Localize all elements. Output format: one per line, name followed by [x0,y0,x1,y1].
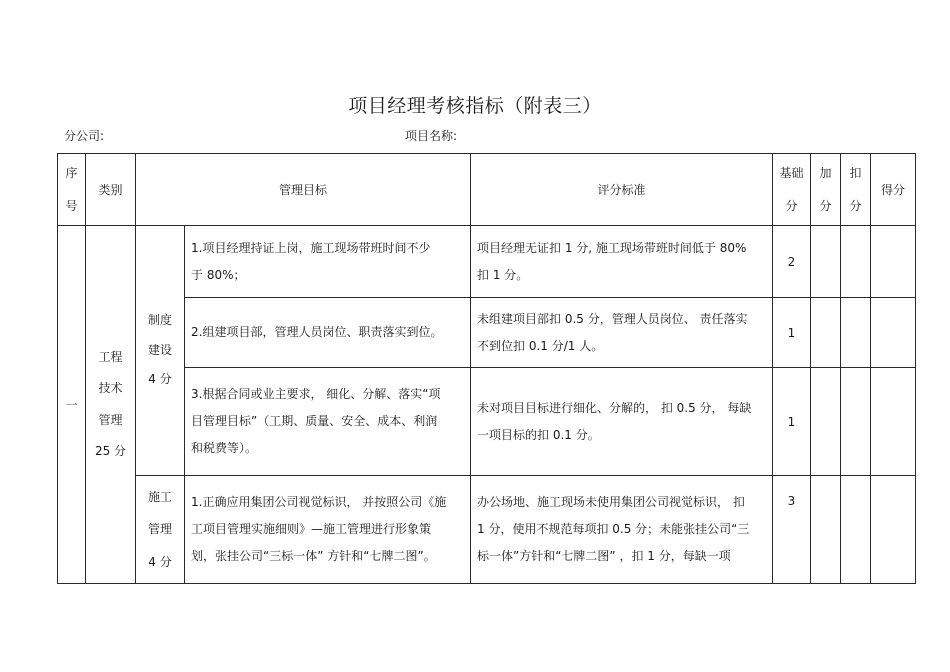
group-name-line: 管理 [147,522,172,537]
deduct-score-cell [841,226,871,298]
header-seq [58,154,86,226]
final-score-cell [871,226,916,298]
header-add-score [811,154,841,226]
section-category-line: 25 分 [94,443,127,458]
add-score-cell [811,298,841,368]
section-category-line: 技术 [98,381,123,396]
criteria-line: 未对项目目标进行细化、分解的， 扣 0.5 分， 每缺 [477,400,752,415]
header-deduct-line: 分 [849,198,862,213]
goal-line: 于 80%； [191,267,246,282]
section-category-line: 管理 [98,412,123,427]
goal-cell [185,476,471,584]
group-name [136,476,185,584]
group-name-line: 施工 [147,489,172,504]
goal-cell [185,368,471,476]
header-add-line: 加 [819,166,832,181]
header-final-score: 得分 [871,154,916,226]
section-category [86,226,136,584]
criteria-cell [471,368,773,476]
criteria-line: 不到位扣 0.1 分/1 人。 [477,338,604,353]
header-seq-line: 序 [65,166,78,181]
header-row [58,154,916,226]
deduct-score-cell [841,368,871,476]
goal-line: 1.正确应用集团公司视觉标识， 并按照公司《施 [191,495,447,509]
criteria-line: 标一体”方针和“七牌二图” ，扣 1 分，每缺一项 [477,549,731,563]
goal-line: 3.根据合同或业主要求， 细化、分解、落实“项 [191,387,441,401]
goal-line: 和税费等）。 [191,441,258,455]
base-score-cell: 3 [773,476,811,584]
header-base-line: 基础 [779,166,804,181]
header-add-line: 分 [819,198,832,213]
add-score-cell [811,368,841,476]
criteria-line: 扣 1 分。 [477,267,529,282]
company-label: 分公司: [64,129,105,143]
goal-line: 1.项目经理持证上岗，施工现场带班时间不少 [191,240,431,255]
base-score-cell: 1 [773,298,811,368]
add-score-cell [811,226,841,298]
section-category-line: 工程 [98,350,123,365]
header-category: 类别 [86,154,136,226]
header-goal: 管理目标 [136,154,471,226]
goal-line: 2.组建项目部，管理人员岗位、职责落实到位。 [191,325,443,339]
group-name-line: 制度 [147,313,172,328]
document-title: 项目经理考核指标（附表三） [348,95,602,117]
section-seq: 一 [58,226,86,584]
table-row [58,226,916,298]
goal-line: 划，张挂公司“三标一体” 方针和“七牌二图”。 [191,549,436,563]
add-score-cell [811,476,841,584]
header-deduct-line: 扣 [849,166,862,181]
final-score-cell [871,368,916,476]
criteria-line: 项目经理无证扣 1 分, 施工现场带班时间低于 80% [477,240,747,255]
criteria-line: 未组建项目部扣 0.5 分，管理人员岗位、 责任落实 [477,311,748,326]
criteria-cell [471,476,773,584]
goal-line: 工项目管理实施细则》—施工管理进行形象策 [191,522,432,536]
header-base-score [773,154,811,226]
header-criteria: 评分标准 [471,154,773,226]
base-score-cell: 1 [773,368,811,476]
table-row [58,476,916,584]
criteria-line: 办公场地、施工现场未使用集团公司视觉标识， 扣 [477,495,745,509]
criteria-line: 1 分，使用不规范每项扣 0.5 分；未能张挂公司“三 [477,522,750,536]
group-name-line: 建设 [147,342,172,357]
header-deduct-score [841,154,871,226]
criteria-cell [471,226,773,298]
header-seq-line: 号 [65,198,78,213]
final-score-cell [871,298,916,368]
criteria-line: 一项目标的扣 0.1 分。 [477,427,600,442]
project-name-label: 项目名称: [405,129,458,143]
goal-cell [185,226,471,298]
assessment-table [57,153,916,584]
group-name-line: 4 分 [148,554,172,569]
group-name-line: 4 分 [148,372,172,387]
final-score-cell [871,476,916,584]
criteria-cell [471,298,773,368]
group-name [136,226,185,476]
goal-cell [185,298,471,368]
deduct-score-cell [841,298,871,368]
header-base-line: 分 [785,198,798,213]
deduct-score-cell [841,476,871,584]
table-row [58,368,916,476]
table-row [58,298,916,368]
base-score-cell: 2 [773,226,811,298]
goal-line: 目管理目标”（工期、质量、安全、成本、利润 [191,414,438,428]
